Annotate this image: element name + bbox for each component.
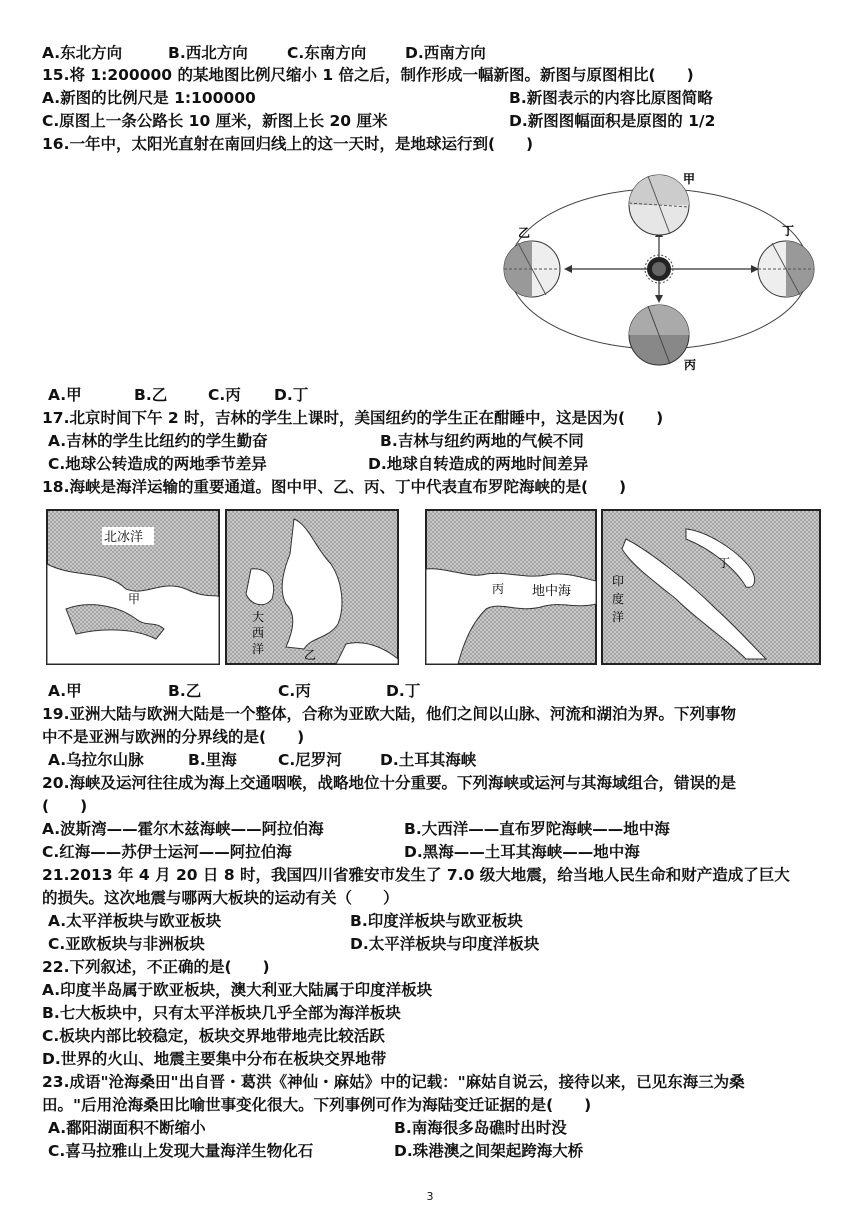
label-ding: 丁 bbox=[782, 224, 795, 238]
q21-stem-line2: 的损失。这次地震与哪两大板块的运动有关（ ） bbox=[42, 889, 399, 907]
q20-stem-line2: ( ) bbox=[42, 797, 88, 815]
q23-option-b: B.南海很多岛礁时出时没 bbox=[394, 1119, 567, 1137]
q20-option-d: D.黑海——土耳其海峡——地中海 bbox=[404, 843, 640, 861]
q22-option-a: A.印度半岛属于欧亚板块，澳大利亚大陆属于印度洋板块 bbox=[42, 981, 433, 999]
q21-option-a: A.太平洋板块与欧亚板块 bbox=[48, 912, 222, 930]
q18-option-b: B.乙 bbox=[168, 682, 202, 700]
q19-stem-line1: 19.亚洲大陆与欧洲大陆是一个整体，合称为亚欧大陆，他们之间以山脉、河流和湖泊为界。下列事物 bbox=[42, 705, 736, 723]
svg-text:度: 度 bbox=[612, 592, 625, 606]
earth-position-ding bbox=[758, 224, 814, 297]
q16-option-b: B.乙 bbox=[134, 386, 168, 404]
q23-option-d: D.珠港澳之间架起跨海大桥 bbox=[394, 1142, 584, 1160]
q14-option-d: D.西南方向 bbox=[405, 44, 486, 62]
q17-option-c: C.地球公转造成的两地季节差异 bbox=[48, 455, 267, 473]
map4-sea-label bbox=[612, 574, 624, 624]
q20-option-b: B.大西洋——直布罗陀海峡——地中海 bbox=[404, 820, 670, 838]
q22-option-d: D.世界的火山、地震主要集中分布在板块交界地带 bbox=[42, 1050, 387, 1068]
q17-stem: 17.北京时间下午 2 时，吉林的学生上课时，美国纽约的学生正在酣睡中，这是因为( ) bbox=[42, 409, 664, 427]
q21-option-d: D.太平洋板块与印度洋板块 bbox=[350, 935, 540, 953]
q19-option-c: C.尼罗河 bbox=[278, 751, 342, 769]
q18-option-c: C.丙 bbox=[278, 682, 311, 700]
strait-maps-figure bbox=[46, 509, 822, 667]
sun-icon bbox=[645, 255, 673, 283]
q20-option-c: C.红海——苏伊士运河——阿拉伯海 bbox=[42, 843, 292, 861]
q22-option-c: C.板块内部比较稳定，板块交界地带地壳比较活跃 bbox=[42, 1027, 385, 1045]
label-yi: 乙 bbox=[518, 226, 531, 240]
q17-option-d: D.地球自转造成的两地时间差异 bbox=[368, 455, 589, 473]
earth-position-bing bbox=[629, 305, 696, 372]
map-ding bbox=[602, 510, 820, 664]
map-bing bbox=[426, 510, 596, 664]
q23-option-a: A.鄱阳湖面积不断缩小 bbox=[48, 1119, 206, 1137]
q21-option-b: B.印度洋板块与欧亚板块 bbox=[350, 912, 523, 930]
q17-option-a: A.吉林的学生比纽约的学生勤奋 bbox=[48, 432, 268, 450]
q23-stem-line1: 23.成语"沧海桑田"出自晋・葛洪《神仙・麻姑》中的记载："麻姑自说云，接待以来，已见东海三为桑 bbox=[42, 1073, 745, 1091]
map1-mark: 甲 bbox=[128, 592, 141, 606]
q15-option-d: D.新图图幅面积是原图的 1/2 bbox=[509, 112, 716, 130]
map3-mark: 丙 bbox=[492, 582, 505, 596]
q18-option-d: D.丁 bbox=[386, 682, 421, 700]
q16-option-d: D.丁 bbox=[274, 386, 309, 404]
q20-stem-line1: 20.海峡及运河往往成为海上交通咽喉，战略地位十分重要。下列海峡或运河与其海域组合，错误的是 bbox=[42, 774, 736, 792]
q19-option-b: B.里海 bbox=[188, 751, 237, 769]
q18-option-a: A.甲 bbox=[48, 682, 82, 700]
q22-stem: 22.下列叙述，不正确的是( ) bbox=[42, 958, 270, 976]
earth-position-jia bbox=[629, 172, 695, 235]
map3-sea-label: 地中海 bbox=[532, 584, 572, 599]
q16-option-a: A.甲 bbox=[48, 386, 82, 404]
q17-option-b: B.吉林与纽约两地的气候不同 bbox=[380, 432, 584, 450]
map2-mark: 乙 bbox=[304, 648, 317, 662]
map-yi bbox=[226, 510, 398, 664]
q20-option-a: A.波斯湾——霍尔木兹海峡——阿拉伯海 bbox=[42, 820, 324, 838]
earth-orbit-figure bbox=[498, 165, 820, 377]
q23-stem-line2: 田。"后用沧海桑田比喻世事变化很大。下列事例可作为海陆变迁证据的是( ) bbox=[42, 1096, 592, 1114]
q19-option-a: A.乌拉尔山脉 bbox=[48, 751, 144, 769]
page-number: 3 bbox=[426, 1190, 434, 1203]
q19-option-d: D.土耳其海峡 bbox=[380, 751, 477, 769]
label-bing: 丙 bbox=[684, 358, 697, 372]
q16-option-c: C.丙 bbox=[208, 386, 241, 404]
map-jia bbox=[47, 510, 219, 664]
q21-stem-line1: 21.2013 年 4 月 20 日 8 时，我国四川省雅安市发生了 7.0 级大地震，给当地人民生命和财产造成了巨大 bbox=[42, 866, 790, 884]
q14-option-a: A.东北方向 bbox=[42, 44, 123, 62]
q23-option-c: C.喜马拉雅山上发现大量海洋生物化石 bbox=[48, 1142, 314, 1160]
q16-stem: 16.一年中，太阳光直射在南回归线上的这一天时，是地球运行到( ) bbox=[42, 135, 534, 153]
svg-text:洋: 洋 bbox=[612, 610, 625, 624]
svg-text:印: 印 bbox=[612, 574, 625, 588]
q15-option-b: B.新图表示的内容比原图简略 bbox=[509, 89, 713, 107]
q15-option-a: A.新图的比例尺是 1:100000 bbox=[42, 89, 256, 107]
map4-mark: 丁 bbox=[718, 556, 731, 570]
q15-option-c: C.原图上一条公路长 10 厘米，新图上长 20 厘米 bbox=[42, 112, 388, 130]
q19-stem-line2: 中不是亚洲与欧洲的分界线的是( ) bbox=[42, 728, 305, 746]
map1-sea-label: 北冰洋 bbox=[104, 530, 144, 545]
q18-stem: 18.海峡是海洋运输的重要通道。图中甲、乙、丙、丁中代表直布罗陀海峡的是( ) bbox=[42, 478, 627, 496]
q15-stem: 15.将 1:200000 的某地图比例尺缩小 1 倍之后，制作形成一幅新图。新图与原图相比( ) bbox=[42, 66, 694, 84]
q14-option-b: B.西北方向 bbox=[168, 44, 248, 62]
earth-position-yi bbox=[504, 226, 560, 297]
q22-option-b: B.七大板块中，只有太平洋板块几乎全部为海洋板块 bbox=[42, 1004, 401, 1022]
q21-option-c: C.亚欧板块与非洲板块 bbox=[48, 935, 205, 953]
q14-option-c: C.东南方向 bbox=[287, 44, 367, 62]
label-jia: 甲 bbox=[683, 172, 696, 186]
map2-sea-label: 大西洋 bbox=[252, 610, 265, 656]
